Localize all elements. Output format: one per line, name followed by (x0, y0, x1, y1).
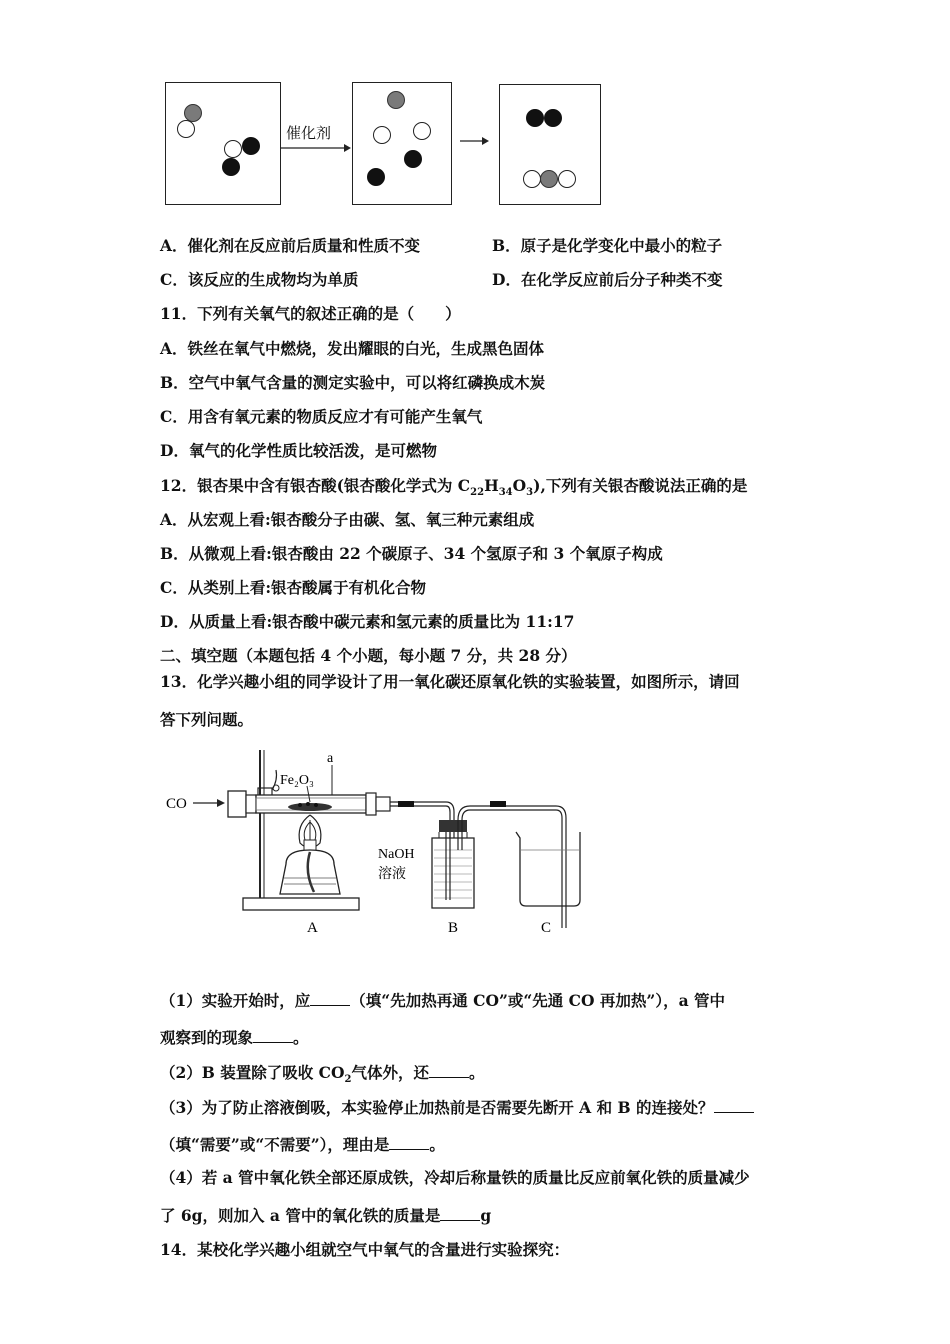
element-o: O (512, 476, 527, 495)
label-b: B (448, 920, 459, 936)
atom-white (177, 120, 195, 138)
atom-black (367, 168, 385, 186)
subscript: 2 (344, 1074, 352, 1086)
q13-part2 (160, 1063, 485, 1090)
q11-stem: 11．下列有关氧气的叙述正确的是（ ） (160, 304, 461, 323)
q13-part3-line1 (160, 1098, 754, 1118)
answer-blank[interactable] (253, 1028, 293, 1043)
answer-blank[interactable] (440, 1206, 480, 1221)
atom-black (222, 158, 240, 176)
text: （2）B 装置除了吸收 CO (160, 1063, 345, 1082)
q13-part3-line2 (160, 1135, 445, 1155)
answer-blank[interactable] (429, 1063, 469, 1078)
q12-option-c: C．从类别上看:银杏酸属于有机化合物 (160, 578, 427, 597)
fe2o3-label: Fe₂O₃ (280, 773, 314, 788)
q14-stem: 14．某校化学兴趣小组就空气中氧气的含量进行实验探究： (160, 1240, 570, 1259)
subscript: 22 (470, 487, 485, 499)
q12-stem-post: ),下列有关银杏酸说法正确的是 (533, 476, 748, 495)
q12-stem (160, 476, 747, 503)
answer-blank[interactable] (389, 1135, 429, 1150)
label-c: C (541, 920, 552, 936)
atom-gray (540, 170, 558, 188)
text: （1）实验开始时，应 (160, 991, 311, 1010)
text: 气体外，还 (351, 1063, 430, 1082)
option-d: D．在化学反应前后分子种类不变 (492, 270, 723, 289)
answer-blank[interactable] (310, 991, 350, 1006)
q11-option-d: D．氧气的化学性质比较活泼，是可燃物 (160, 441, 437, 460)
text: （3）为了防止溶液倒吸，本实验停止加热前是否需要先断开 A 和 B 的连接处？ (160, 1098, 714, 1117)
q13-part1-line1 (160, 991, 725, 1011)
option-a: A．催化剂在反应前后质量和性质不变 (160, 236, 421, 255)
atom-black (544, 109, 562, 127)
q13-part4-line2 (160, 1206, 491, 1226)
q12-option-a: A．从宏观上看:银杏酸分子由碳、氢、氧三种元素组成 (160, 510, 535, 529)
reactants-box (165, 82, 281, 205)
q13-stem-line1: 13．化学兴趣小组的同学设计了用一氧化碳还原氧化铁的实验装置，如图所示，请回 (160, 672, 740, 691)
option-b: B．原子是化学变化中最小的粒子 (492, 236, 723, 255)
q12-option-d: D．从质量上看:银杏酸中碳元素和氢元素的质量比为 11:17 (160, 612, 575, 631)
text: （填“先加热再通 CO”或“先通 CO 再加热”），a 管中 (350, 991, 726, 1010)
answer-blank[interactable] (714, 1098, 754, 1113)
catalyst-label: 催化剂 (286, 124, 332, 142)
atom-black (404, 150, 422, 168)
atom-black (242, 137, 260, 155)
text: （填“需要”或“不需要”），理由是 (160, 1135, 390, 1154)
q11-option-a: A．铁丝在氧气中燃烧，发出耀眼的白光，生成黑色固体 (160, 339, 545, 358)
option-c: C．该反应的生成物均为单质 (160, 270, 359, 289)
q13-part1-line2 (160, 1028, 309, 1048)
subscript: 34 (498, 487, 513, 499)
text: 。 (293, 1028, 309, 1047)
text: 了 6g，则加入 a 管中的氧化铁的质量是 (160, 1206, 441, 1225)
text: 。 (429, 1135, 445, 1154)
apparatus-diagram (160, 740, 620, 940)
q11-option-b: B．空气中氧气含量的测定实验中，可以将红磷换成木炭 (160, 373, 546, 392)
arrow-icon (460, 134, 490, 148)
atom-white (523, 170, 541, 188)
text: 。 (469, 1063, 485, 1082)
a-label: a (327, 751, 334, 766)
q13-part4-line1 (160, 1168, 750, 1188)
solution-label: 溶液 (378, 867, 406, 882)
text: 观察到的现象 (160, 1028, 254, 1047)
products-box (499, 84, 601, 205)
intermediate-box (352, 82, 452, 205)
q12-stem-pre: 12．银杏果中含有银杏酸(银杏酸化学式为 C (160, 476, 471, 495)
naoh-label: NaOH (378, 847, 415, 862)
subscript: 3 (526, 487, 534, 499)
text: g (480, 1206, 492, 1225)
text: （4）若 a 管中氧化铁全部还原成铁，冷却后称量铁的质量比反应前氧化铁的质量减少 (160, 1168, 750, 1187)
co-label: CO (166, 796, 187, 812)
atom-black (526, 109, 544, 127)
element-h: H (484, 476, 499, 495)
q13-stem-line2: 答下列问题。 (160, 710, 254, 729)
atom-white (558, 170, 576, 188)
q11-option-c: C．用含有氧元素的物质反应才有可能产生氧气 (160, 407, 483, 426)
atom-white (224, 140, 242, 158)
atom-gray (387, 91, 405, 109)
section-title: 二、填空题（本题包括 4 个小题，每小题 7 分，共 28 分） (160, 646, 577, 665)
q12-option-b: B．从微观上看:银杏酸由 22 个碳原子、34 个氢原子和 3 个氧原子构成 (160, 544, 663, 563)
arrow-catalyst-icon (280, 141, 352, 155)
atom-white (413, 122, 431, 140)
label-a: A (307, 920, 318, 936)
atom-white (373, 126, 391, 144)
